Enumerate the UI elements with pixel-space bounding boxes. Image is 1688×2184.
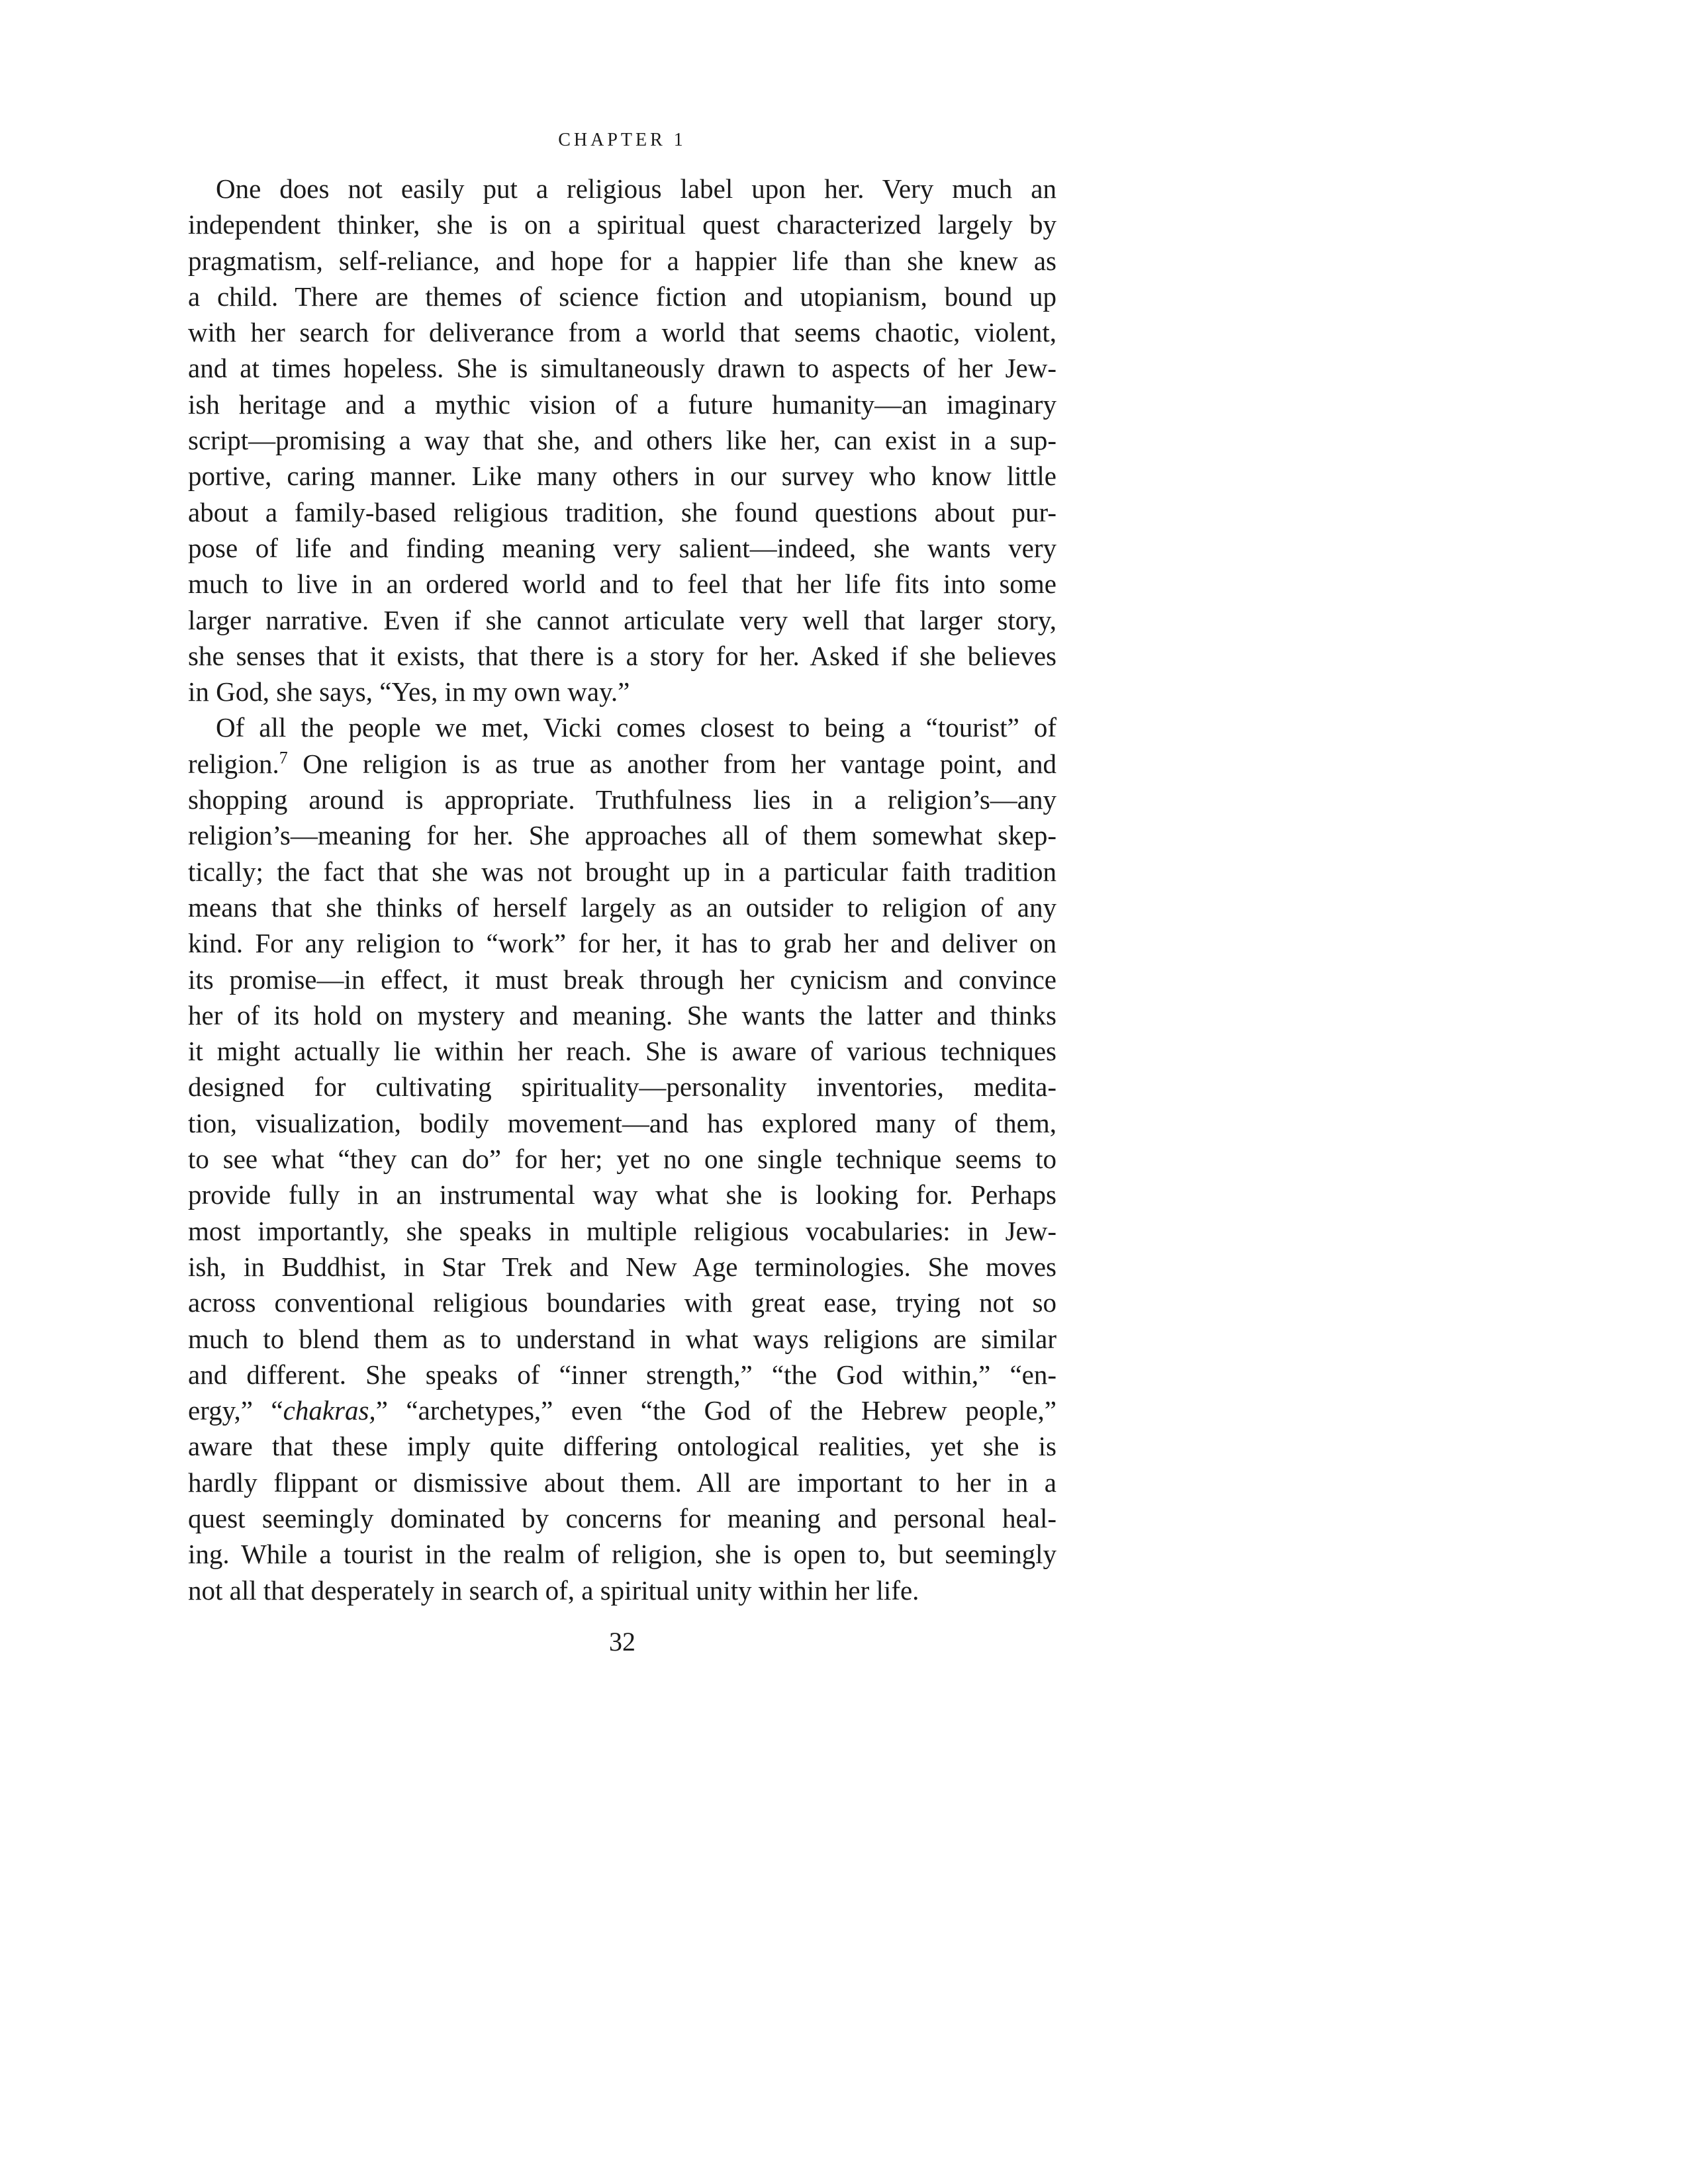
text-fragment: ergy,” “ xyxy=(188,1395,283,1426)
text-line: portive, caring manner. Like many others in our survey who know little xyxy=(188,461,1056,492)
text-line: and different. She speaks of “inner strength,” “the God within,” “en- xyxy=(188,1359,1056,1390)
text-line: shopping around is appropriate. Truthfulness lies in a religion’s—any xyxy=(188,784,1056,815)
text-line: larger narrative. Even if she cannot articulate very well that larger story, xyxy=(188,604,1056,635)
text-line-with-note xyxy=(188,746,1056,782)
text-line: and at times hopeless. She is simultaneously drawn to aspects of her Jew- xyxy=(188,353,1056,384)
paragraph-1 xyxy=(188,171,1056,709)
text-line: ing. While a tourist in the realm of religion, she is open to, but seemingly xyxy=(188,1539,1056,1570)
text-fragment: religion. xyxy=(188,748,279,779)
body-text xyxy=(188,171,1056,1608)
text-line: most importantly, she speaks in multiple religious vocabularies: in Jew- xyxy=(188,1215,1056,1246)
text-line: much to blend them as to understand in what ways religions are similar xyxy=(188,1323,1056,1354)
text-fragment: One religion is as true as another from her vantage point, and xyxy=(303,748,1056,779)
text-line: it might actually lie within her reach. She is aware of various techniques xyxy=(188,1036,1056,1067)
text-fragment: ” xyxy=(375,1395,406,1426)
text-line: kind. For any religion to “work” for her, it has to grab her and deliver on xyxy=(188,928,1056,959)
text-line: provide fully in an instrumental way what she is looking for. Perhaps xyxy=(188,1179,1056,1210)
text-line: about a family-based religious tradition, she found questions about pur- xyxy=(188,496,1056,527)
text-line: her of its hold on mystery and meaning. She wants the latter and thinks xyxy=(188,999,1056,1030)
text-line: in God, she says, “Yes, in my own way.” xyxy=(188,676,630,707)
text-line: hardly flippant or dismissive about them. All are important to her in a xyxy=(188,1467,1056,1498)
italic-term: chakras, xyxy=(283,1395,376,1426)
text-line: a child. There are themes of science fiction and utopianism, bound up xyxy=(188,281,1056,312)
text-line: its promise—in effect, it must break through her cynicism and convince xyxy=(188,964,1056,995)
text-line: tically; the fact that she was not brought up in a particular faith tradition xyxy=(188,856,1056,887)
text-line: ish heritage and a mythic vision of a future humanity—an imaginary xyxy=(188,388,1056,420)
footnote-reference: 7 xyxy=(279,748,288,768)
text-line: not all that desperately in search of, a spiritual unity within her life. xyxy=(188,1574,919,1606)
text-line: tion, visualization, bodily movement—and has explored many of them, xyxy=(188,1107,1056,1138)
text-line: with her search for deliverance from a world that seems chaotic, violent, xyxy=(188,317,1056,348)
page-number: 32 xyxy=(609,1627,635,1657)
text-line: ish, in Buddhist, in Star Trek and New Age terminologies. She moves xyxy=(188,1251,1056,1282)
text-line: designed for cultivating spirituality—personality inventories, medita- xyxy=(188,1071,1056,1103)
text-line: religion’s—meaning for her. She approaches all of them somewhat skep- xyxy=(188,820,1056,851)
text-line-with-italic xyxy=(188,1392,1056,1428)
text-line: Of all the people we met, Vicki comes closest to being a “tourist” of xyxy=(216,712,1056,743)
text-line: quest seemingly dominated by concerns for meaning and personal heal- xyxy=(188,1502,1056,1533)
text-line: script—promising a way that she, and others like her, can exist in a sup- xyxy=(188,425,1056,456)
paragraph-2 xyxy=(188,709,1056,1608)
running-head: CHAPTER 1 xyxy=(558,130,686,150)
text-line: aware that these imply quite differing ontological realities, yet she is xyxy=(188,1431,1056,1462)
text-line: One does not easily put a religious label upon her. Very much an xyxy=(216,173,1056,204)
text-line: to see what “they can do” for her; yet no one single technique seems to xyxy=(188,1144,1056,1175)
text-line: means that she thinks of herself largely as an outsider to religion of any xyxy=(188,891,1056,923)
text-fragment: “archetypes,” even “the God of the Hebrew people,” xyxy=(406,1395,1056,1426)
text-line: much to live in an ordered world and to feel that her life fits into some xyxy=(188,569,1056,600)
text-line: pose of life and finding meaning very salient—indeed, she wants very xyxy=(188,532,1056,563)
text-line: she senses that it exists, that there is a story for her. Asked if she believes xyxy=(188,640,1056,671)
text-line: across conventional religious boundaries with great ease, trying not so xyxy=(188,1287,1056,1318)
text-line: independent thinker, she is on a spiritual quest characterized largely by xyxy=(188,209,1056,240)
text-line: pragmatism, self-reliance, and hope for a happier life than she knew as xyxy=(188,245,1056,276)
